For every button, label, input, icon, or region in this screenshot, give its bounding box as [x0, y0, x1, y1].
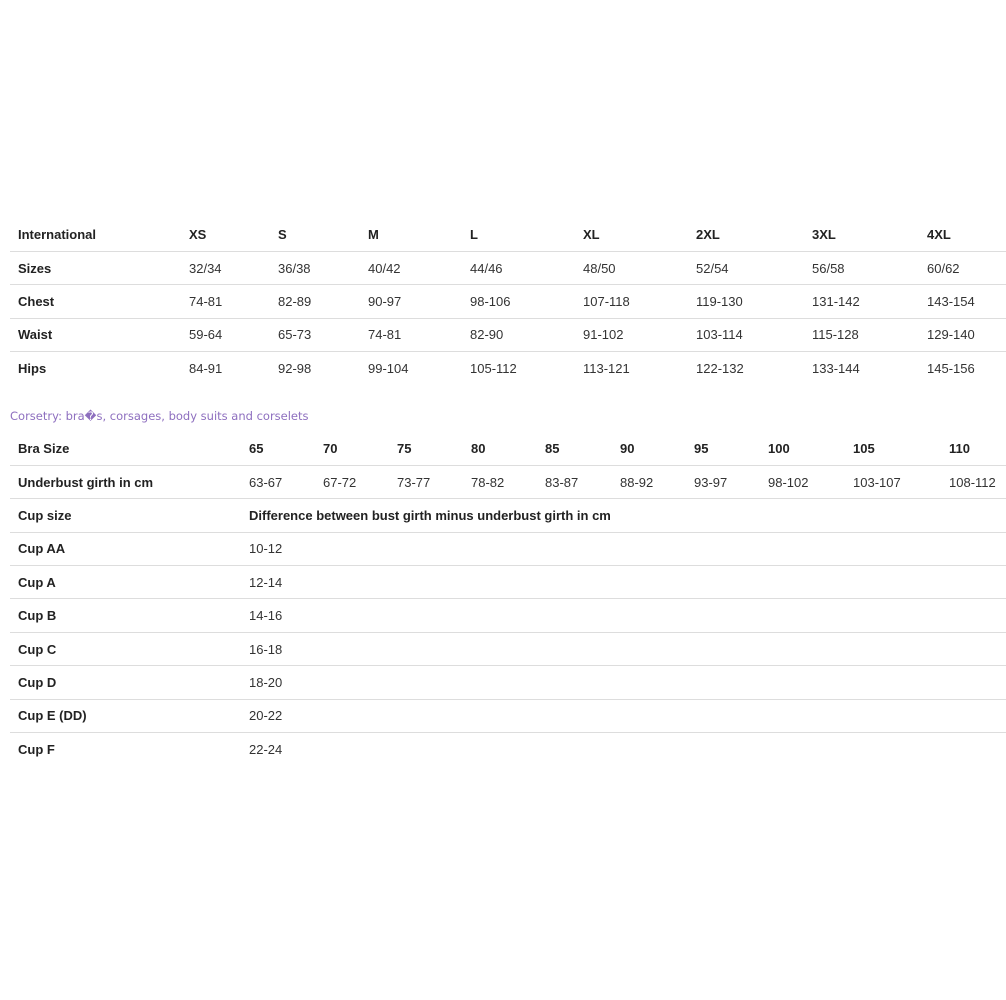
table-cell: 60/62	[919, 251, 1006, 284]
row-label: Cup A	[10, 566, 241, 599]
table-cell: 91-102	[575, 318, 688, 351]
table-cell: 84-91	[181, 352, 270, 385]
header-cell: M	[368, 226, 379, 242]
table-cell: 73-77	[389, 465, 463, 498]
international-size-table	[10, 218, 1006, 385]
row-label: Chest	[10, 285, 181, 318]
header-cell: 95	[694, 440, 709, 456]
table-cell: 18-20	[241, 666, 1006, 699]
header-cell: L	[470, 226, 478, 242]
table-row-cup-f	[10, 733, 1006, 766]
header-cell: Bra Size	[18, 440, 70, 456]
row-label: Underbust girth in cm	[10, 465, 241, 498]
table-row-waist	[10, 318, 1006, 351]
table-cell: 145-156	[919, 352, 1006, 385]
table-cell: 103-114	[688, 318, 804, 351]
row-label: Hips	[10, 352, 181, 385]
table-cell: 67-72	[315, 465, 389, 498]
table-cell: 83-87	[537, 465, 612, 498]
table-cell: 93-97	[686, 465, 760, 498]
table-cell: 82-89	[270, 285, 360, 318]
table-cell: 107-118	[575, 285, 688, 318]
cup-size-header-row	[10, 499, 1006, 532]
cup-difference-heading: Difference between bust girth minus underbust girth in cm	[241, 499, 1006, 532]
row-label: Cup C	[10, 632, 241, 665]
table-cell: 119-130	[688, 285, 804, 318]
table-cell: 113-121	[575, 352, 688, 385]
table-cell: 10-12	[241, 532, 1006, 565]
table-cell: 98-106	[462, 285, 575, 318]
table-cell: 122-132	[688, 352, 804, 385]
table-cell: 36/38	[270, 251, 360, 284]
table-cell: 56/58	[804, 251, 919, 284]
bra-size-header-row	[10, 432, 1006, 465]
row-label: Cup B	[10, 599, 241, 632]
size-header-row	[10, 218, 1006, 251]
table-cell: 103-107	[845, 465, 941, 498]
header-cell: S	[278, 226, 287, 242]
header-cell: 100	[768, 440, 790, 456]
table-cell: 98-102	[760, 465, 845, 498]
table-row-cup-e	[10, 699, 1006, 732]
table-cell: 92-98	[270, 352, 360, 385]
table-cell: 133-144	[804, 352, 919, 385]
table-cell: 59-64	[181, 318, 270, 351]
table-cell: 74-81	[181, 285, 270, 318]
table-cell: 143-154	[919, 285, 1006, 318]
table-row-cup-b	[10, 599, 1006, 632]
row-label: Cup F	[10, 733, 241, 766]
header-cell: International	[18, 226, 97, 242]
header-cell: XS	[189, 226, 207, 242]
table-cell: 129-140	[919, 318, 1006, 351]
table-cell: 108-112	[941, 465, 1006, 498]
table-cell: 40/42	[360, 251, 462, 284]
table-cell: 65-73	[270, 318, 360, 351]
table-cell: 63-67	[241, 465, 315, 498]
header-cell: XL	[583, 226, 600, 242]
table-row-hips	[10, 352, 1006, 385]
table-cell: 78-82	[463, 465, 537, 498]
header-cell: 65	[249, 440, 264, 456]
table-row-chest	[10, 285, 1006, 318]
table-cell: 44/46	[462, 251, 575, 284]
table-row-cup-a	[10, 566, 1006, 599]
table-row-sizes	[10, 251, 1006, 284]
table-cell: 131-142	[804, 285, 919, 318]
row-label: Waist	[10, 318, 181, 351]
corsetry-section-heading: Corsetry: bra�s, corsages, body suits and corselets	[10, 409, 309, 423]
row-label: Cup AA	[10, 532, 241, 565]
table-cell: 105-112	[462, 352, 575, 385]
table-cell: 22-24	[241, 733, 1006, 766]
table-cell: 90-97	[360, 285, 462, 318]
table-cell: 52/54	[688, 251, 804, 284]
table-cell: 12-14	[241, 566, 1006, 599]
bra-size-table	[10, 432, 1006, 766]
table-row-cup-c	[10, 632, 1006, 665]
header-cell: 85	[545, 440, 560, 456]
header-cell: 2XL	[696, 226, 720, 242]
row-label: Sizes	[10, 251, 181, 284]
table-cell: 74-81	[360, 318, 462, 351]
table-cell: 88-92	[612, 465, 686, 498]
table-cell: 82-90	[462, 318, 575, 351]
row-label: Cup D	[10, 666, 241, 699]
row-label: Cup E (DD)	[10, 699, 241, 732]
table-cell: 32/34	[181, 251, 270, 284]
row-label: Cup size	[10, 499, 241, 532]
header-cell: 4XL	[927, 226, 951, 242]
header-cell: 3XL	[812, 226, 836, 242]
header-cell: 75	[397, 440, 412, 456]
table-row-underbust	[10, 465, 1006, 498]
header-cell: 110	[949, 440, 970, 456]
table-cell: 16-18	[241, 632, 1006, 665]
table-cell: 99-104	[360, 352, 462, 385]
header-cell: 90	[620, 440, 635, 456]
table-cell: 115-128	[804, 318, 919, 351]
table-row-cup-aa	[10, 532, 1006, 565]
table-row-cup-d	[10, 666, 1006, 699]
table-cell: 20-22	[241, 699, 1006, 732]
table-cell: 14-16	[241, 599, 1006, 632]
header-cell: 105	[853, 440, 875, 456]
header-cell: 80	[471, 440, 486, 456]
table-cell: 48/50	[575, 251, 688, 284]
header-cell: 70	[323, 440, 338, 456]
